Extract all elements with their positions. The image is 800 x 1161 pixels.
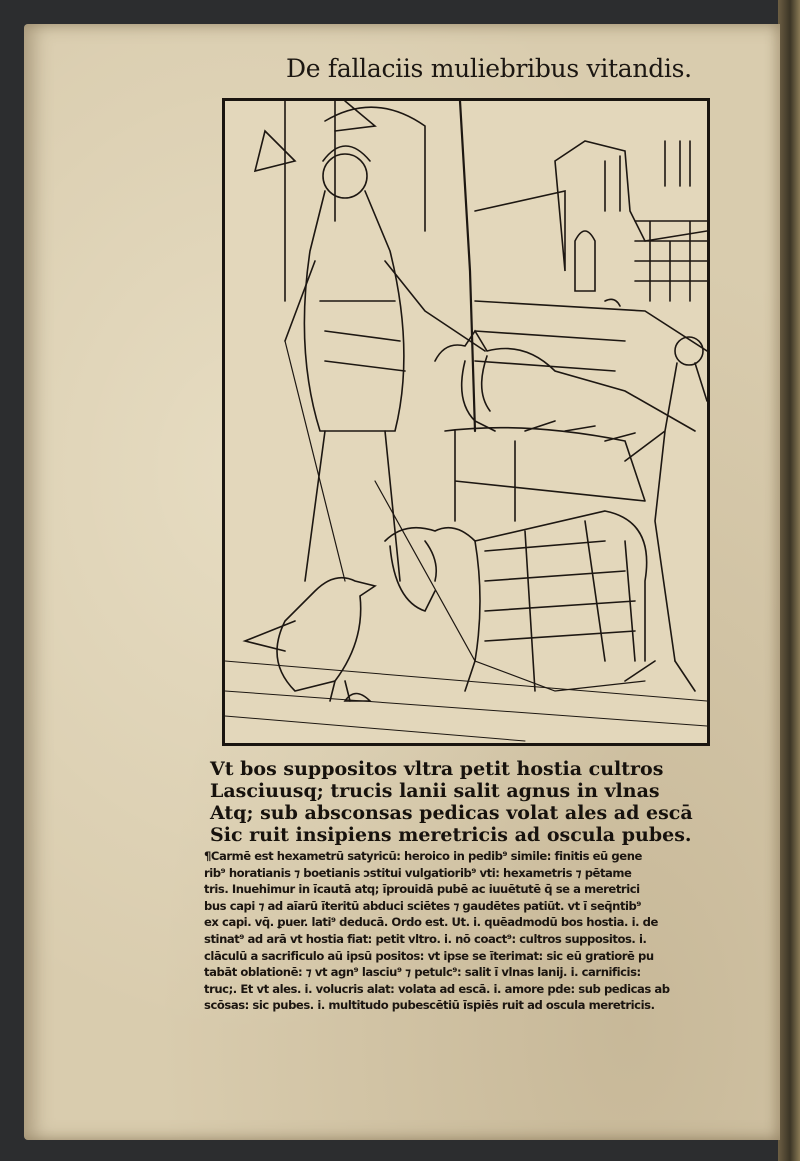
- running-title: De fallaciis muliebribus vitandis.: [286, 54, 692, 83]
- verse-line-4: Sic ruit insipiens meretricis ad oscula pubes.: [210, 824, 692, 846]
- commentary-line: ¶Carmē est hexametrū satyricū: heroico in pedib⁹ simile: finitis eū gene: [204, 849, 642, 863]
- verse-line-2: Lasciuusq; trucis lanii salit agnus in vlnas: [210, 780, 660, 802]
- commentary-line: bus capi ⁊ ad aīarū īteritū abduci sciētes ⁊ gaudētes patiūt. vt ī seq̄ntib⁹: [204, 898, 642, 913]
- commentary-line: stinat⁹ ad arā vt hostia fiat: petit vltro. i. nō coact⁹: cultros suppositos. i.: [204, 931, 647, 946]
- commentary-line: rib⁹ horatianis ⁊ boetianis ɔstitui vulgatiorib⁹ vti: hexametris ⁊ pētame: [204, 865, 632, 880]
- commentary-line: tabāt oblationē: ⁊ vt agn⁹ lasciu⁹ ⁊ petulc⁹: salit ī vlnas lanij. i. carnificis:: [204, 965, 641, 980]
- commentary-block: [204, 848, 752, 1014]
- verse-line-3: Atq; sub absconsas pedicas volat ales ad escā: [210, 802, 693, 824]
- commentary-line: clāculū a sacrificulo aū ipsū positos: vt ipse se īterimat: sic eū gratiorē pu: [204, 948, 654, 963]
- commentary-line: truc;. Et vt ales. i. volucris alat: volata ad escā. i. amore pde: sub pedicas ab: [204, 981, 670, 996]
- commentary-line: scōsas: sic pubes. i. multitudo pubescētiū īspiēs ruit ad oscula meretricis.: [204, 998, 655, 1013]
- woodcut-illustration: [222, 98, 710, 746]
- verse-line-1: Vt bos suppositos vltra petit hostia cultros: [210, 758, 664, 780]
- commentary-line: ex capi. vq̄. ꝑuer. lati⁹ deducā. Ordo est. Ut. i. quēadmodū bos hostia. i. de: [204, 915, 658, 930]
- commentary-line: tris. Inuehimur in īcautā atq; īprouidā pubē ac iuuētutē q̄ se a meretrici: [204, 882, 640, 897]
- woodcut-illustration-icon: [225, 101, 707, 743]
- book-gutter: [778, 0, 800, 1161]
